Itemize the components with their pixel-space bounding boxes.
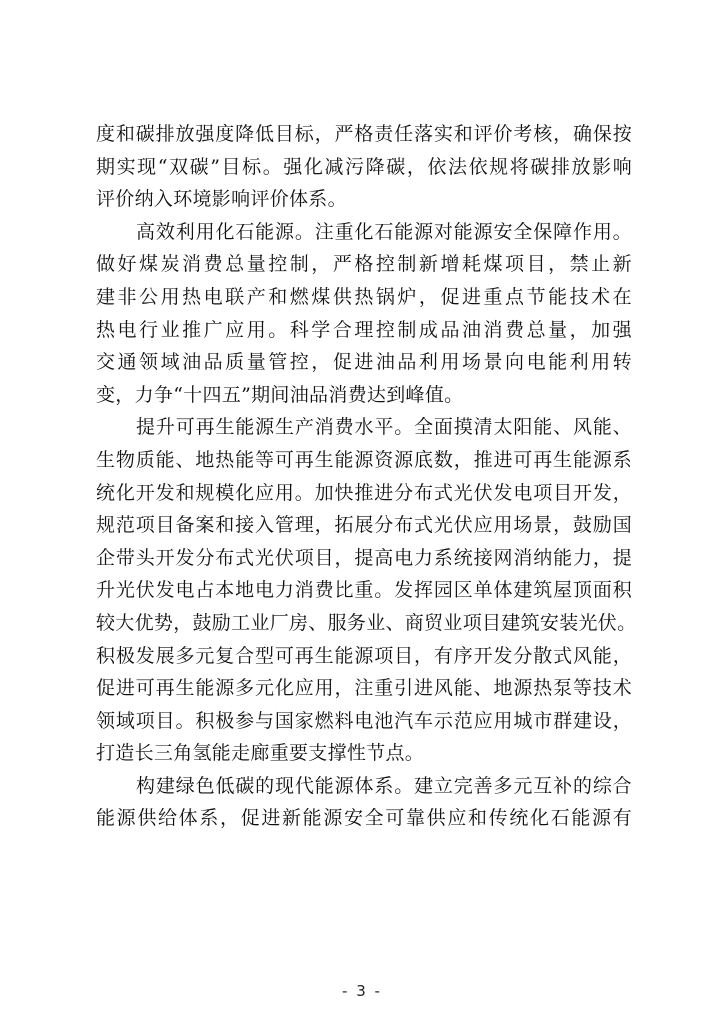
text-line: 度和碳排放强度降低目标，严格责任落实和评价考核，确保按: [96, 123, 632, 145]
text-line: 评价纳入环境影响评价体系。: [96, 188, 347, 211]
text-line: 企带头开发分布式光伏项目，提高电力系统接网消纳能力，提: [96, 546, 632, 569]
text-line: 较大优势，鼓励工业厂房、服务业、商贸业项目建筑安装光伏。: [96, 611, 637, 634]
text-line: 统化开发和规模化应用。加快推进分布式光伏发电项目开发，: [96, 481, 632, 504]
text-line: 打造长三角氢能走廊重要支撑性节点。: [96, 742, 425, 765]
paragraph-heading-line: 高效利用化石能源。注重化石能源对能源安全保障作用。: [136, 220, 632, 243]
text-line: 热电行业推广应用。科学合理控制成品油消费总量，加强: [96, 318, 632, 341]
text-line: 生物质能、地热能等可再生能源资源底数，推进可再生能源系: [96, 448, 632, 471]
text-line: 交通领域油品质量管控，促进油品利用场景向电能利用转: [96, 351, 632, 374]
text-line: 期实现“双碳”目标。强化减污降碳，依法依规将碳排放影响: [96, 155, 632, 178]
body-text: [96, 118, 637, 835]
text-line: 积极发展多元复合型可再生能源项目，有序开发分散式风能，: [96, 644, 632, 667]
text-line: 做好煤炭消费总量控制，严格控制新增耗煤项目，禁止新: [96, 253, 632, 276]
text-line: 能源供给体系，促进新能源安全可靠供应和传统化石能源有: [96, 807, 632, 830]
text-line: 建非公用热电联产和燃煤供热锅炉，促进重点节能技术在: [96, 285, 632, 308]
text-line: 规范项目备案和接入管理，拓展分布式光伏应用场景，鼓励国: [96, 514, 632, 537]
text-line: 促进可再生能源多元化应用，注重引进风能、地源热泵等技术: [96, 677, 632, 700]
text-line: 升光伏发电占本地电力消费比重。发挥园区单体建筑屋顶面积: [96, 579, 632, 602]
text-line: 领域项目。积极参与国家燃料电池汽车示范应用城市群建设，: [96, 709, 632, 732]
paragraph-heading-line: 构建绿色低碳的现代能源体系。建立完善多元互补的综合: [136, 774, 632, 797]
page-number: - 3 -: [342, 982, 382, 1000]
paragraph-heading-line: 提升可再生能源生产消费水平。全面摸清太阳能、风能、: [136, 416, 632, 439]
text-line: 变，力争“十四五”期间油品消费达到峰值。: [96, 383, 464, 406]
